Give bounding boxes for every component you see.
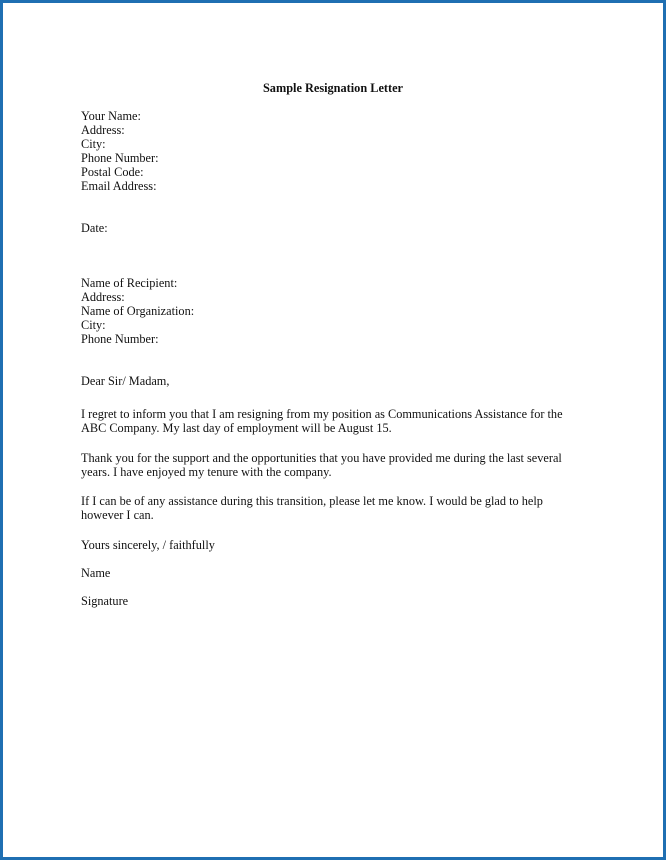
closing	[81, 538, 581, 552]
recipient-city-field: City:	[81, 318, 106, 332]
date-label: Date:	[81, 221, 108, 235]
salutation	[81, 374, 581, 388]
date-line	[81, 221, 581, 235]
paragraph-line: years. I have enjoyed my tenure with the company.	[81, 465, 332, 479]
sender-city-field: City:	[81, 137, 106, 151]
sender-postal-code-field: Postal Code:	[81, 165, 144, 179]
paragraph-line: I regret to inform you that I am resigning from my position as Communications Assistance for the	[81, 407, 563, 421]
sender-phone-field: Phone Number:	[81, 151, 159, 165]
salutation-text: Dear Sir/ Madam,	[81, 374, 170, 388]
paragraph-assistance	[81, 494, 581, 522]
name-line	[81, 566, 581, 580]
sender-address-field: Address:	[81, 123, 125, 137]
paragraph-thanks	[81, 451, 581, 479]
paragraph-line: If I can be of any assistance during this transition, please let me know. I would be glad to help	[81, 494, 543, 508]
sender-name-field: Your Name:	[81, 109, 141, 123]
paragraph-line: however I can.	[81, 508, 154, 522]
recipient-address-field: Address:	[81, 290, 125, 304]
recipient-name-field: Name of Recipient:	[81, 276, 178, 290]
paragraph-resignation	[81, 407, 581, 435]
closing-text: Yours sincerely, / faithfully	[81, 538, 215, 552]
recipient-details	[81, 276, 581, 346]
paragraph-line: ABC Company. My last day of employment will be August 15.	[81, 421, 392, 435]
letter-title: Sample Resignation Letter	[262, 81, 404, 95]
recipient-organization-field: Name of Organization:	[81, 304, 195, 318]
signature-line	[81, 594, 581, 608]
recipient-phone-field: Phone Number:	[81, 332, 159, 346]
sender-email-field: Email Address:	[81, 179, 157, 193]
paragraph-line: Thank you for the support and the opportunities that you have provided me during the last several	[81, 451, 562, 465]
signature-label: Signature	[81, 594, 129, 608]
sender-details	[81, 109, 581, 193]
name-label: Name	[81, 566, 111, 580]
